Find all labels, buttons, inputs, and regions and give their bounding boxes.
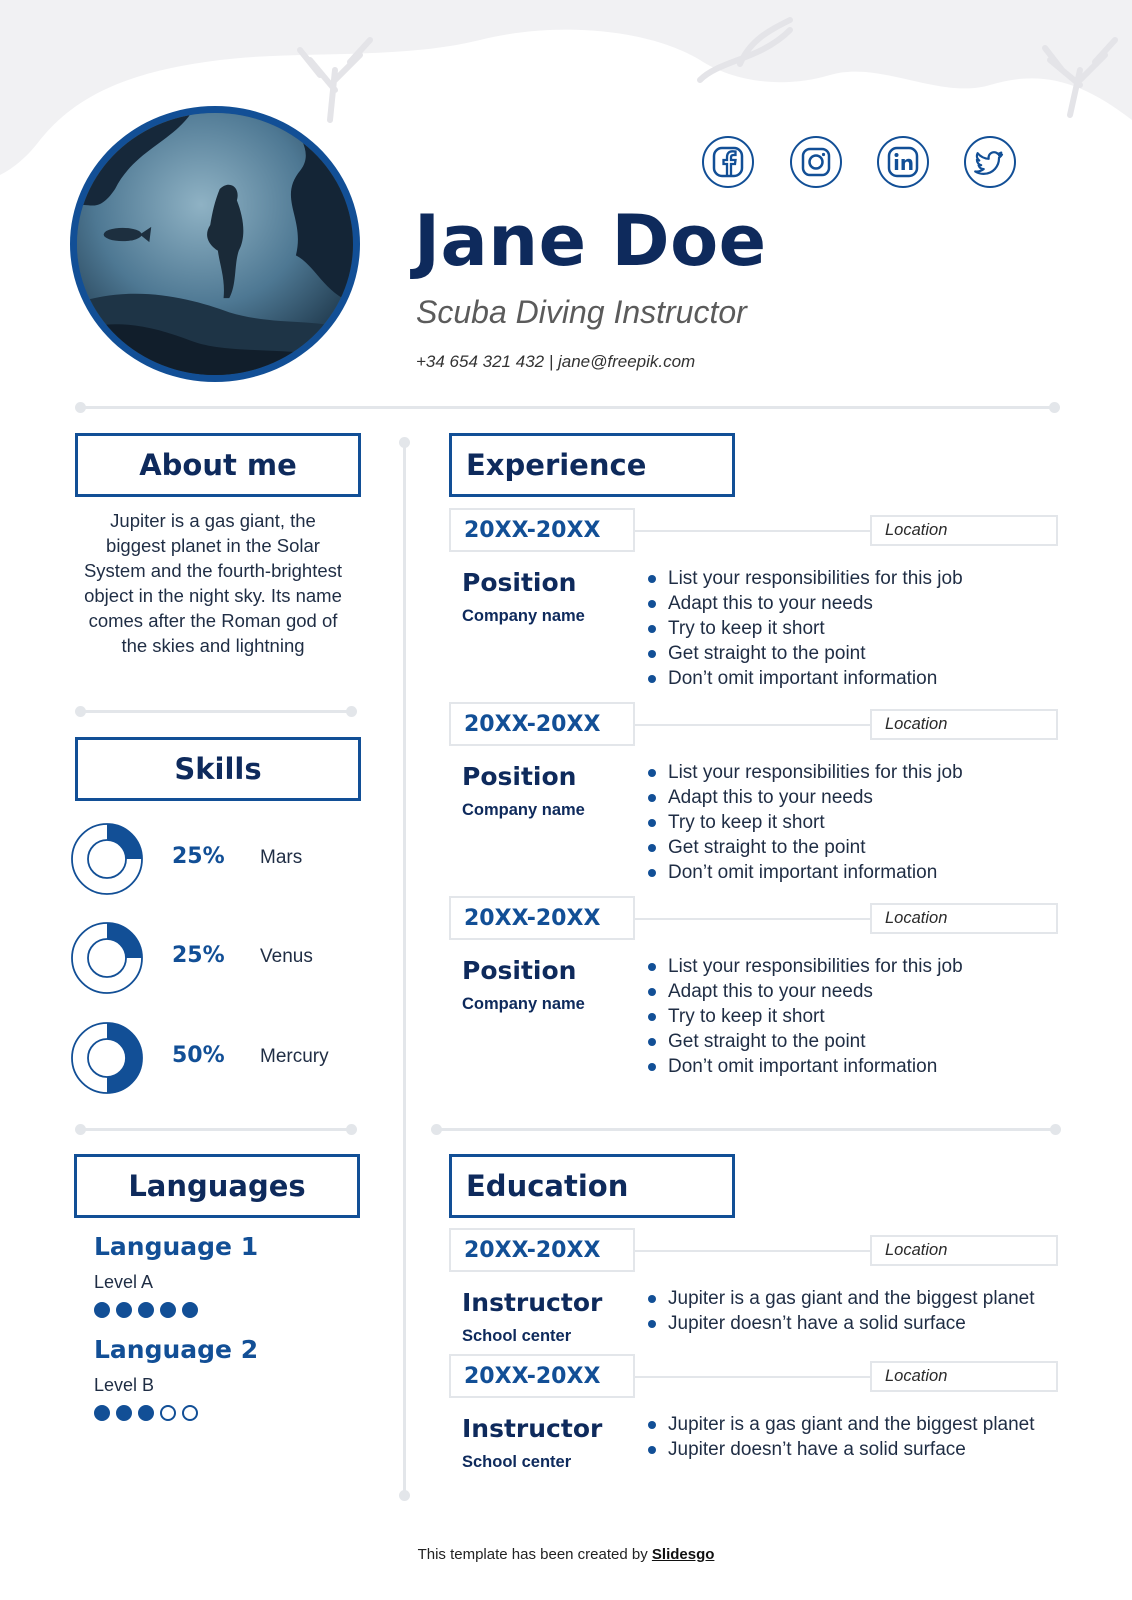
level-dot-empty xyxy=(182,1405,198,1421)
experience-heading: Experience xyxy=(449,433,735,497)
date-connector xyxy=(635,724,870,726)
level-dot-filled xyxy=(116,1405,132,1421)
level-dot-filled xyxy=(160,1302,176,1318)
experience-location: Location xyxy=(870,515,1058,546)
donut-hole xyxy=(88,939,126,977)
experience-location: Location xyxy=(870,709,1058,740)
bullet-item: Try to keep it short xyxy=(648,1004,963,1029)
level-dot-filled xyxy=(116,1302,132,1318)
bullet-item: Get straight to the point xyxy=(648,641,963,666)
experience-location: Location xyxy=(870,903,1058,934)
languages-heading: Languages xyxy=(74,1154,360,1218)
level-dot-filled xyxy=(94,1405,110,1421)
donut-hole xyxy=(88,840,126,878)
experience-bullets xyxy=(648,760,963,885)
about-divider xyxy=(80,710,352,713)
education-bullets xyxy=(648,1412,1035,1462)
bullet-item: Try to keep it short xyxy=(648,810,963,835)
about-heading: About me xyxy=(75,433,361,497)
skill-label: Mars xyxy=(260,847,303,868)
language-level-dots xyxy=(94,1405,198,1421)
education-bullets xyxy=(648,1286,1035,1336)
donut-hole xyxy=(88,1039,126,1077)
experience-position: Position xyxy=(462,568,577,597)
bullet-item: Adapt this to your needs xyxy=(648,979,963,1004)
column-divider xyxy=(403,442,406,1496)
skills-divider xyxy=(80,1128,352,1131)
date-connector xyxy=(635,1250,870,1252)
experience-bullets xyxy=(648,566,963,691)
experience-dates: 20XX-20XX xyxy=(449,508,635,552)
skill-donut xyxy=(70,822,144,896)
bullet-item: Get straight to the point xyxy=(648,1029,963,1054)
skill-label: Venus xyxy=(260,946,313,967)
skill-item xyxy=(70,822,370,896)
bullet-item: Jupiter is a gas giant and the biggest planet xyxy=(648,1286,1035,1311)
instagram-icon[interactable] xyxy=(790,136,842,188)
bullet-item: List your responsibilities for this job xyxy=(648,760,963,785)
bullet-item: Adapt this to your needs xyxy=(648,785,963,810)
bullet-item: Don’t omit important information xyxy=(648,860,963,885)
skills-heading: Skills xyxy=(75,737,361,801)
skill-percent: 25% xyxy=(172,943,225,968)
date-connector xyxy=(635,918,870,920)
footer-brand-link[interactable]: Slidesgo xyxy=(651,1546,715,1563)
language-level: Level A xyxy=(94,1272,154,1292)
level-dot-filled xyxy=(138,1405,154,1421)
bullet-item: List your responsibilities for this job xyxy=(648,954,963,979)
skill-percent: 50% xyxy=(172,1043,225,1068)
bullet-item: Jupiter doesn’t have a solid surface xyxy=(648,1311,1035,1336)
education-position: Instructor xyxy=(462,1288,603,1317)
experience-dates: 20XX-20XX xyxy=(449,702,635,746)
skill-item xyxy=(70,921,370,995)
skill-item xyxy=(70,1021,370,1095)
language-name: Language 1 xyxy=(94,1232,259,1261)
education-school: School center xyxy=(462,1327,572,1345)
header-divider xyxy=(80,406,1055,409)
bullet-item: Try to keep it short xyxy=(648,616,963,641)
linkedin-icon[interactable] xyxy=(877,136,929,188)
education-dates: 20XX-20XX xyxy=(449,1228,635,1272)
level-dot-filled xyxy=(182,1302,198,1318)
experience-company: Company name xyxy=(462,801,585,819)
bullet-item: Don’t omit important information xyxy=(648,1054,963,1079)
bullet-item: List your responsibilities for this job xyxy=(648,566,963,591)
education-dates: 20XX-20XX xyxy=(449,1354,635,1398)
bullet-item: Get straight to the point xyxy=(648,835,963,860)
candidate-name: Jane Doe xyxy=(414,200,767,282)
experience-divider xyxy=(436,1128,1056,1131)
bullet-item: Adapt this to your needs xyxy=(648,591,963,616)
profile-photo xyxy=(70,106,360,382)
twitter-icon[interactable] xyxy=(964,136,1016,188)
language-level-dots xyxy=(94,1302,198,1318)
level-dot-filled xyxy=(94,1302,110,1318)
experience-company: Company name xyxy=(462,607,585,625)
education-location: Location xyxy=(870,1361,1058,1392)
about-text: Jupiter is a gas giant, the biggest planet in the Solar System and the fourth-brightest object in the night sky. Its name comes after the Roman god of the skies and lightning xyxy=(83,510,343,656)
bullet-item: Don’t omit important information xyxy=(648,666,963,691)
education-heading: Education xyxy=(449,1154,735,1218)
skill-percent: 25% xyxy=(172,844,225,869)
experience-position: Position xyxy=(462,762,577,791)
education-school: School center xyxy=(462,1453,572,1471)
level-dot-filled xyxy=(138,1302,154,1318)
footer-credit xyxy=(0,1546,1132,1563)
skill-donut xyxy=(70,1021,144,1095)
education-location: Location xyxy=(870,1235,1058,1266)
bullet-item: Jupiter doesn’t have a solid surface xyxy=(648,1437,1035,1462)
experience-company: Company name xyxy=(462,995,585,1013)
job-title: Scuba Diving Instructor xyxy=(416,294,747,330)
experience-dates: 20XX-20XX xyxy=(449,896,635,940)
language-level: Level B xyxy=(94,1375,155,1395)
level-dot-empty xyxy=(160,1405,176,1421)
education-position: Instructor xyxy=(462,1414,603,1443)
contact-info: +34 654 321 432 | jane@freepik.com xyxy=(416,352,696,371)
date-connector xyxy=(635,1376,870,1378)
language-name: Language 2 xyxy=(94,1335,259,1364)
bullet-item: Jupiter is a gas giant and the biggest planet xyxy=(648,1412,1035,1437)
skill-donut xyxy=(70,921,144,995)
experience-bullets xyxy=(648,954,963,1079)
facebook-icon[interactable] xyxy=(702,136,754,188)
skill-label: Mercury xyxy=(260,1046,329,1067)
date-connector xyxy=(635,530,870,532)
experience-position: Position xyxy=(462,956,577,985)
footer-text: This template has been created by xyxy=(417,1546,648,1563)
